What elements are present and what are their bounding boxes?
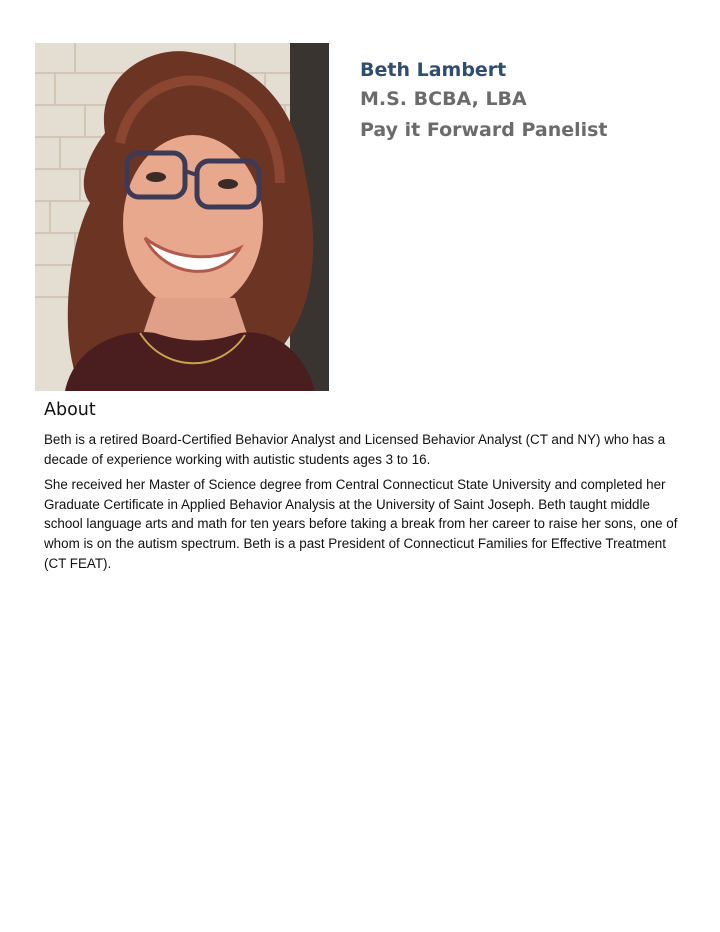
about-section bbox=[44, 430, 684, 579]
profile-photo bbox=[35, 43, 329, 391]
portrait-illustration bbox=[35, 43, 329, 391]
about-paragraph-1: Beth is a retired Board-Certified Behavior Analyst and Licensed Behavior Analyst (CT and NY) who has a decade of experience working with autistic students ages 3 to 16. bbox=[44, 432, 666, 467]
profile-credentials: M.S. BCBA, LBA bbox=[360, 88, 527, 110]
about-paragraph-2: She received her Master of Science degree from Central Connecticut State University and completed her Graduate Certificate in Applied Behavior Analysis at the University of Saint Joseph. Beth taught middle school language arts and math for ten years before taking a break from her career to raise her sons, one of whom is on the autism spectrum. Beth is a past President of Connecticut Families for Effective Treatment (CT FEAT). bbox=[44, 477, 678, 571]
profile-role: Pay it Forward Panelist bbox=[360, 119, 608, 141]
profile-header bbox=[360, 56, 608, 146]
profile-name: Beth Lambert bbox=[360, 59, 507, 81]
about-heading: About bbox=[44, 400, 96, 420]
